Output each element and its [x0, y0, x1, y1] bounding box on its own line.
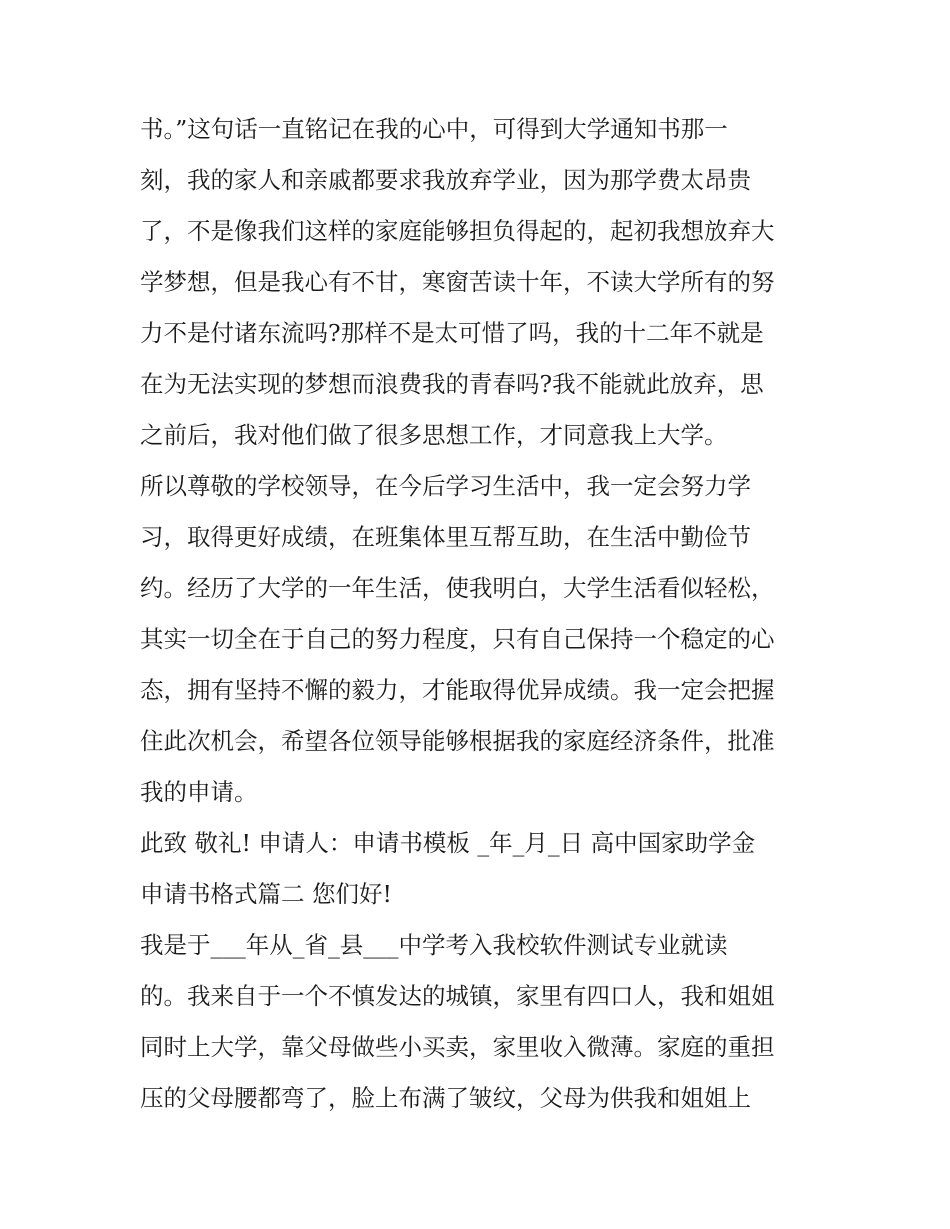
text-line: 所以尊敬的学校领导，在今后学习生活中，我一定会努力学 [140, 472, 751, 500]
text-line: 约。经历了大学的一年生活，使我明白，大学生活看似轻松， [140, 574, 775, 602]
text-line: 我的申请。 [140, 778, 258, 806]
text-line: 的。我来自于一个不慎发达的城镇，家里有四口人，我和姐姐 [140, 982, 775, 1010]
text-line: 书。”这句话一直铭记在我的心中，可得到大学通知书那一 [140, 115, 728, 143]
text-line: 态，拥有坚持不懈的毅力，才能取得优异成绩。我一定会把握 [140, 676, 775, 704]
text-line: 同时上大学，靠父母做些小买卖，家里收入微薄。家庭的重担 [140, 1033, 775, 1061]
text-line: 了，不是像我们这样的家庭能够担负得起的，起初我想放弃大 [140, 217, 775, 245]
text-line: 刻，我的家人和亲戚都要求我放弃学业，因为那学费太昂贵 [140, 166, 751, 194]
text-line: 申请书格式篇二 您们好! [140, 880, 392, 908]
text-line: 此致 敬礼! 申请人：申请书模板 _年_月_日 高中国家助学金 [140, 829, 756, 857]
text-line: 之前后，我对他们做了很多思想工作，才同意我上大学。 [140, 421, 728, 449]
text-line: 其实一切全在于自己的努力程度，只有自己保持一个稳定的心 [140, 625, 775, 653]
text-line: 学梦想，但是我心有不甘，寒窗苦读十年，不读大学所有的努 [140, 268, 775, 296]
text-line: 力不是付诸东流吗?那样不是太可惜了吗，我的十二年不就是 [140, 319, 764, 347]
text-line: 住此次机会，希望各位领导能够根据我的家庭经济条件，批准 [140, 727, 775, 755]
text-line: 压的父母腰都弯了，脸上布满了皱纹，父母为供我和姐姐上 [140, 1084, 751, 1112]
text-line: 我是于___年从_省_县___中学考入我校软件测试专业就读 [140, 931, 728, 959]
text-line: 在为无法实现的梦想而浪费我的青春吗?我不能就此放弃，思 [140, 370, 764, 398]
text-line: 习，取得更好成绩，在班集体里互帮互助，在生活中勤俭节 [140, 523, 751, 551]
